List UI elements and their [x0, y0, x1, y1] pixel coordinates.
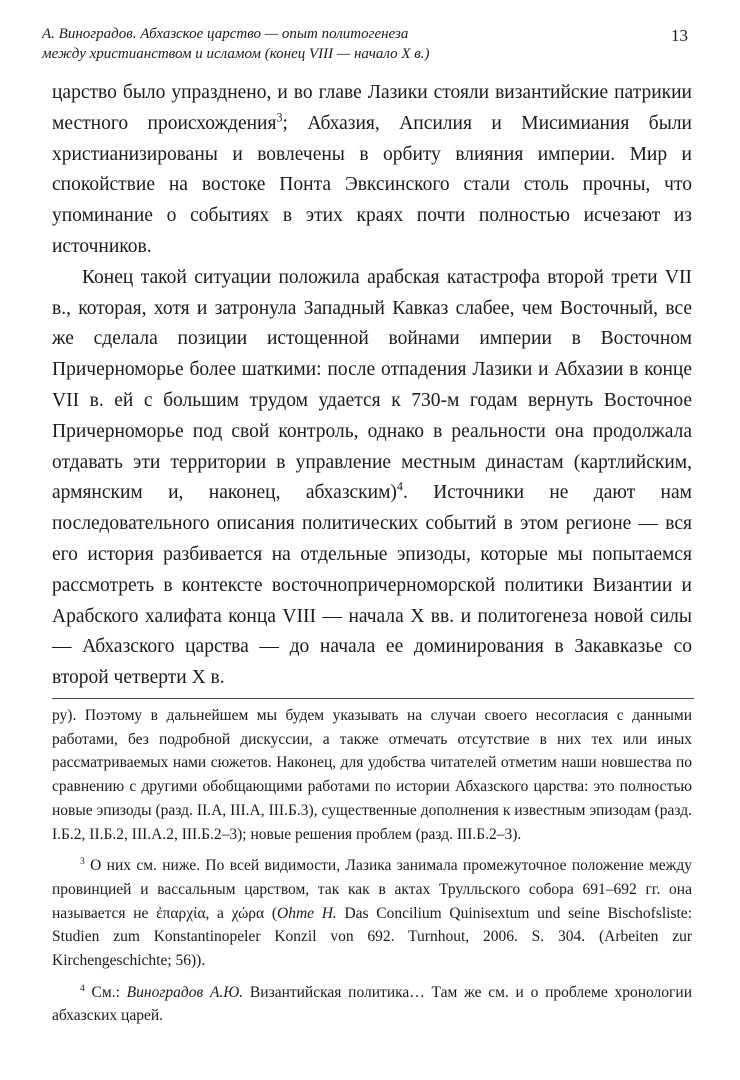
running-header-line-2: между христианством и исламом (конец VIII — начало X в.): [42, 46, 430, 62]
footnote-3-number: 3: [80, 856, 85, 868]
footnote-4-text-b: Византийская политика… Там же см. и о проблеме хронологии абхазских царей.: [52, 983, 692, 1025]
footnote-4-author: Виноградов А.Ю.: [126, 983, 244, 1001]
footnote-4: [52, 981, 692, 1028]
paragraph-2-text-b: . Источники не дают нам последовательного описания политических событий в этом регионе — вся его история разбивается на отдельные эпизоды, которые мы попытаемся рассмотреть в контексте восточнопричерноморской политики Византии и Арабского халифата конца VIII — начала X вв. и политогенеза новой силы — Абхазского царства — до начала ее доминирования в Закавказье со второй четверти X в.: [52, 482, 692, 689]
paragraph-2: [52, 263, 692, 694]
footnote-ref-3: 3: [276, 110, 283, 125]
footnotes: [52, 704, 692, 1036]
paragraph-1-text-a: царство было упразднено, и во главе Лазики стояли византийские патрикии местного происхождения: [52, 82, 692, 134]
footnote-3-text-b: Das Concilium Quinisextum und seine Bischofsliste: Studien zum Konstantinopeler Konzil von 692. Turnhout, 2006. S. 304. (Arbeiten zur Kirchengeschichte; 56)).: [52, 904, 692, 970]
paragraph-2-text-a: Конец такой ситуации положила арабская катастрофа второй трети VII в., которая, хотя и затронула Западный Кавказ слабее, чем Восточный, все же сделала позиции истощенной войнами империи в Восточном Причерноморье более шаткими: после отпадения Лазики и Абхазии в конце VII в. ей с большим трудом удается к 730-м годам вернуть Восточное Причерноморье под свой контроль, однако в реальности она продолжала отдавать эти территории в управление местным династам (картлийским, армянским и, наконец, абхазским): [52, 266, 692, 504]
footnote-3-author: Ohme H.: [277, 904, 337, 922]
footnote-3-text-a: О них см. ниже. По всей видимости, Лазика занимала промежуточное положение между провинцией и вассальным царством, так как в актах Трулльского собора 691–692 гг. она называется не ἐπαρχία, а χώρα (: [52, 857, 692, 922]
running-header-line-1: А. Виноградов. Абхазское царство — опыт политогенеза: [42, 26, 409, 42]
main-text: [52, 78, 692, 694]
footnote-4-text-a: См.:: [84, 983, 127, 1001]
footnote-continued: ру). Поэтому в дальнейшем мы будем указывать на случаи своего несогласия с данными работами, без подробной дискуссии, а также отмечать отсутствие в них тех или иных рассматриваемых нами сюжетов. Наконец, для удобства читателей отметим наши новшества по сравнению с другими обобщающими работами по истории Абхазского царства: это полностью новые эпизоды (разд. II.А, III.А, III.Б.3), существенные дополнения к известным эпизодам (разд. I.Б.2, II.Б.2, III.А.2, III.Б.2–3); новые решения проблем (разд. III.Б.2–3).: [52, 707, 692, 843]
footnote-ref-4: 4: [396, 479, 403, 494]
running-header: [42, 24, 688, 64]
footnote-4-number: 4: [80, 982, 85, 994]
paragraph-1-text-b: ; Абхазия, Апсилия и Мисимиания были христианизированы и вовлечены в орбиту влияния империи. Мир и спокойствие на востоке Понта Эвксинского стали столь прочны, что упоминание о событиях в этих краях почти полностью исчезают из источников.: [52, 112, 692, 257]
paragraph-1: [52, 78, 692, 263]
footnote-divider: [52, 698, 694, 699]
footnote-3: [52, 854, 692, 973]
page-number: 13: [671, 26, 688, 45]
